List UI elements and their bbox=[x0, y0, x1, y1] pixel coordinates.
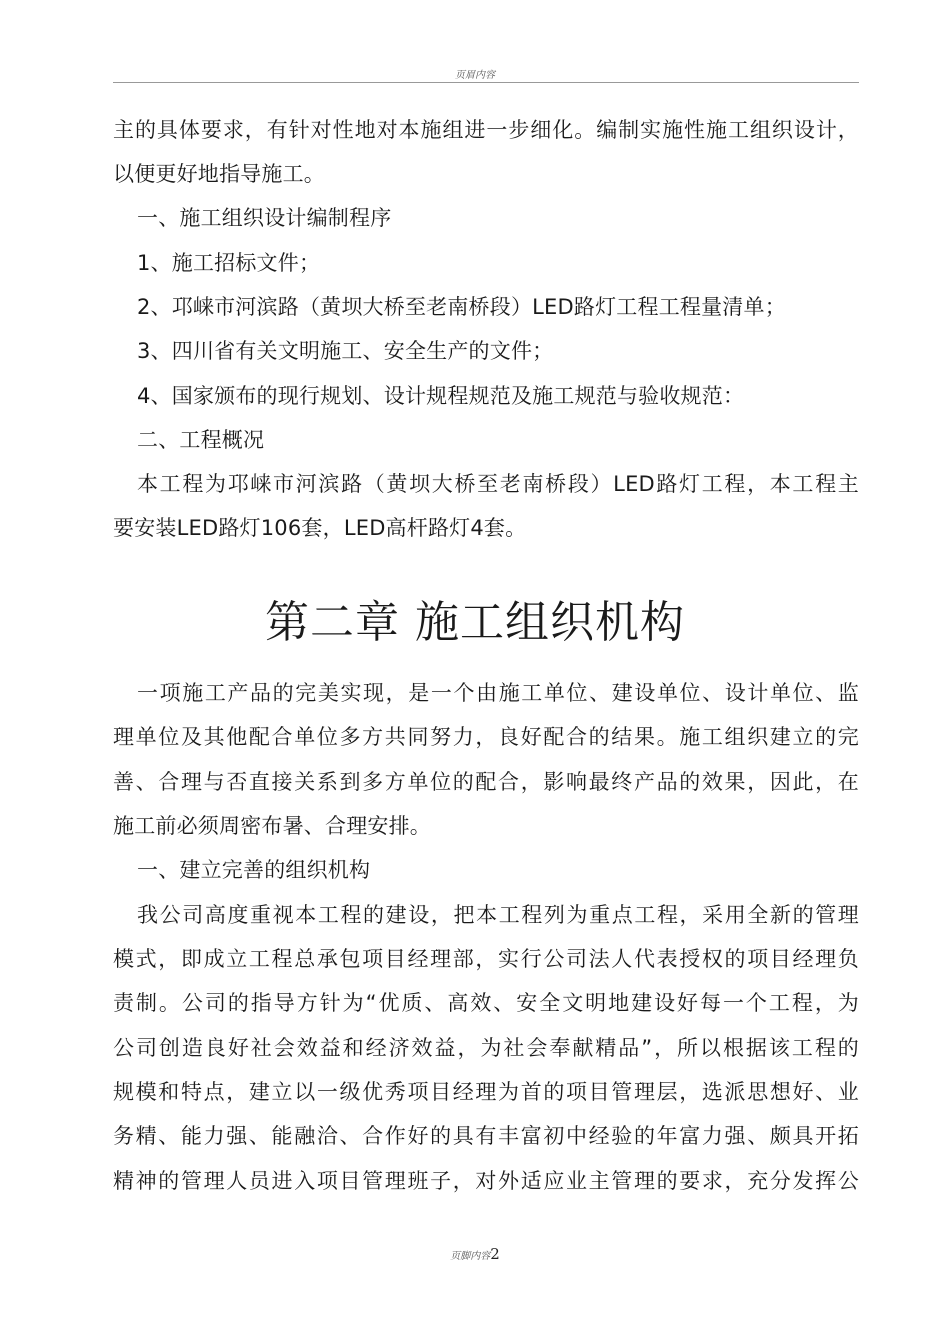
text-line: 规模和特点，建立以一级优秀项目经理为首的项目管理层，选派思想好、业 bbox=[113, 1080, 859, 1104]
text-line: 我公司高度重视本工程的建设，把本工程列为重点工程，采用全新的管理 bbox=[137, 903, 859, 927]
list-item: 1、施工招标文件； bbox=[137, 251, 321, 275]
text-line: 要安装LED路灯106套，LED高杆路灯4套。 bbox=[113, 516, 527, 540]
page-footer bbox=[0, 1245, 950, 1263]
text-line: 公司创造良好社会效益和经济效益，为社会奉献精品”，所以根据该工程的 bbox=[113, 1036, 859, 1060]
text-line: 以便更好地指导施工。 bbox=[113, 162, 325, 186]
list-item: 4、国家颁布的现行规划、设计规程规范及施工规范与验收规范： bbox=[137, 384, 745, 408]
text-line: 一项施工产品的完美实现，是一个由施工单位、建设单位、设计单位、监 bbox=[137, 681, 859, 705]
text-line: 精神的管理人员进入项目管理班子，对外适应业主管理的要求，充分发挥公 bbox=[113, 1169, 859, 1193]
section-heading: 二、工程概况 bbox=[137, 428, 265, 452]
list-item: 3、四川省有关文明施工、安全生产的文件； bbox=[137, 339, 554, 363]
text-line: 施工前必须周密布暑、合理安排。 bbox=[113, 814, 431, 838]
text-line: 善、合理与否直接关系到多方单位的配合，影响最终产品的效果，因此，在 bbox=[113, 770, 859, 794]
text-line: 本工程为邛崃市河滨路（黄坝大桥至老南桥段）LED路灯工程，本工程主 bbox=[137, 472, 859, 496]
header-text: 页眉内容 bbox=[455, 70, 495, 81]
text-line: 责制。公司的指导方针为“优质、高效、安全文明地建设好每一个工程，为 bbox=[113, 991, 859, 1015]
page-number: 2 bbox=[490, 1245, 500, 1263]
text-line: 模式，即成立工程总承包项目经理部，实行公司法人代表授权的项目经理负 bbox=[113, 947, 859, 971]
text-line: 务精、能力强、能融洽、合作好的具有丰富初中经验的年富力强、颇具开拓 bbox=[113, 1124, 859, 1148]
header-divider bbox=[113, 82, 859, 83]
section-heading: 一、施工组织设计编制程序 bbox=[137, 206, 392, 230]
text-line: 理单位及其他配合单位多方共同努力，良好配合的结果。施工组织建立的完 bbox=[113, 725, 859, 749]
section-heading: 一、建立完善的组织机构 bbox=[137, 858, 371, 882]
text-line: 主的具体要求，有针对性地对本施组进一步细化。编制实施性施工组织设计， bbox=[113, 118, 859, 142]
chapter-title: 第二章 施工组织机构 bbox=[265, 597, 685, 648]
footer-text: 页脚内容 bbox=[450, 1251, 491, 1262]
list-item: 2、邛崃市河滨路（黄坝大桥至老南桥段）LED路灯工程工程量清单； bbox=[137, 295, 786, 319]
